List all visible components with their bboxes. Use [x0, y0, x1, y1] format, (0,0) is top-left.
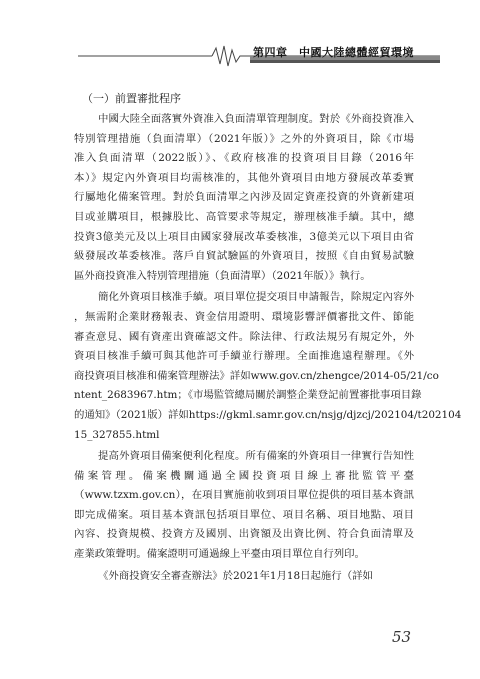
text-line: 簡化外資項目核准手續。項目單位提交項目申請報告，除規定內容外 — [98, 291, 414, 304]
text-line: 15_327855.html — [74, 428, 160, 441]
text-line: 審查意見、國有資產出資確認文件。除法律、行政法規另有規定外，外 — [74, 330, 414, 343]
text-line: 目或並購項目，根據股比、高管要求等規定，辦理核准手續。其中，總 — [74, 210, 414, 223]
text-line: 即完成備案。項目基本資訊包括項目單位、項目名稱、項目地點、項目 — [74, 508, 414, 521]
section-heading: （一）前置審批程序 — [82, 92, 181, 105]
text-line: 內容、投資規模、投資方及國別、出資額及出資比例、符合負面清單及 — [74, 528, 414, 541]
text-line: 備案管理。備案機關通過全國投資項目線上審批監管平臺 — [74, 469, 414, 482]
text-line: 本）》規定內外資項目均需核准的，其他外資項目由地方發展改革委實 — [74, 171, 414, 184]
text-line: 區外商投資准入特別管理措施（負面清單）（2021年版）》執行。 — [74, 269, 371, 282]
text-line: ，無需附企業財務報表、資金信用證明、環境影響評價審批文件、節能 — [74, 310, 414, 323]
paragraph — [74, 567, 414, 587]
text-line: 產業政策聲明。備案證明可通過線上平臺由項目單位自行列印。 — [74, 548, 365, 561]
page-body — [74, 90, 462, 586]
paragraph-list — [74, 110, 462, 586]
text-line: 特別管理措施（負面清單）（2021年版）》之外的外資項目，除《市場 — [74, 132, 414, 145]
text-line: 資項目核准手續可與其他許可手續並行辦理。全面推進遠程辦理。《外 — [74, 350, 414, 363]
page-number: 53 — [392, 628, 412, 646]
text-line: 《外商投資安全審查辦法》於2021年1月18日起施行（詳如 — [98, 569, 373, 582]
text-line: 級發展改革委核准。落戶自貿試驗區的外資項目，按照《自由貿易試驗 — [74, 250, 414, 263]
text-line: 投資3億美元及以上項目由國家發展改革委核准，3億美元以下項目由省 — [74, 230, 414, 243]
text-line: ntent_2683967.htm；《市場監管總局關於調整企業登記前置審批事項目錄 — [74, 389, 422, 402]
text-line: （www.tzxm.gov.cn），在項目實施前收到項目單位提供的項目基本資訊 — [74, 489, 414, 502]
chapter-title: 第四章 中國大陸總體經貿環境 — [253, 46, 414, 59]
paragraph — [74, 447, 414, 565]
running-header — [0, 40, 480, 74]
paragraph — [74, 288, 462, 445]
text-line: 的通知》（2021版）詳如https://gkml.samr.gov.cn/nsjg/djzcj/202104/t202104 — [74, 408, 462, 421]
text-line: 准入負面清單（2022版）》、《政府核准的投資項目目錄（2016年 — [74, 152, 414, 165]
text-line: 中國大陸全面落實外資准入負面清單管理制度。對於《外商投資准入 — [98, 113, 414, 125]
text-line: 行屬地化備案管理。對於負面清單之內涉及固定資產投資的外資新建項 — [74, 191, 414, 204]
paragraph — [74, 110, 414, 286]
text-line: 商投資項目核准和備案管理辦法》詳如www.gov.cn/zhengce/2014-05/21/co — [74, 369, 439, 382]
text-line: 提高外資項目備案便利化程度。所有備案的外資項目一律實行告知性 — [98, 450, 414, 463]
